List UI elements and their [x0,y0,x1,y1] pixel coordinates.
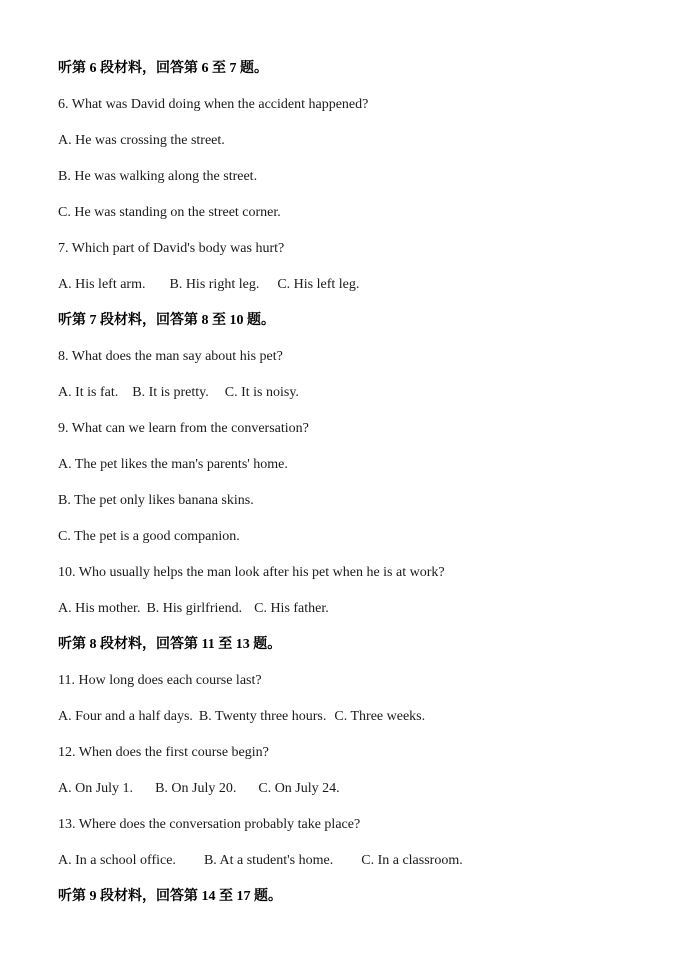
option-c: C. His left leg. [277,277,360,292]
option-a: A. His left arm. [58,277,146,292]
option-b: B. Twenty three hours. [198,709,327,724]
section-heading: 听第 7 段材料，回答第 8 至 10 题。 [58,313,275,328]
question-stem: 10. Who usually helps the man look after his pet when he is at work? [58,565,445,580]
option-c: C. Three weeks. [334,709,426,724]
options-row [58,275,359,295]
option-line: A. The pet likes the man's parents' home. [58,457,288,472]
section-heading: 听第 6 段材料，回答第 6 至 7 题。 [58,61,268,76]
option-b: B. His girlfriend. [146,601,243,616]
options-row [58,383,299,403]
option-b: B. It is pretty. [132,385,209,400]
options-row [58,851,463,871]
question-stem: 6. What was David doing when the accident happened? [58,97,369,112]
options-row [58,707,425,727]
option-a: A. On July 1. [58,781,134,796]
option-line: B. He was walking along the street. [58,169,258,184]
option-b: B. On July 20. [155,781,237,796]
question-stem: 9. What can we learn from the conversation? [58,421,309,436]
option-line: B. The pet only likes banana skins. [58,493,254,508]
option-a: A. Four and a half days. [58,709,193,724]
option-a: A. In a school office. [58,853,176,868]
option-c: C. It is noisy. [224,385,299,400]
option-a: A. It is fat. [58,385,119,400]
option-c: C. His father. [254,601,329,616]
question-stem: 8. What does the man say about his pet? [58,349,283,364]
option-a: A. His mother. [58,601,141,616]
option-c: C. On July 24. [258,781,340,796]
option-line: C. He was standing on the street corner. [58,205,281,220]
section-heading: 听第 9 段材料，回答第 14 至 17 题。 [58,889,282,904]
section-heading: 听第 8 段材料，回答第 11 至 13 题。 [58,637,282,652]
question-stem: 13. Where does the conversation probably take place? [58,817,361,832]
option-c: C. In a classroom. [361,853,463,868]
option-b: B. His right leg. [169,277,260,292]
question-stem: 7. Which part of David's body was hurt? [58,241,285,256]
options-row [58,779,340,799]
option-b: B. At a student's home. [203,853,334,868]
option-line: A. He was crossing the street. [58,133,225,148]
option-line: C. The pet is a good companion. [58,529,240,544]
options-row [58,599,329,619]
question-stem: 12. When does the first course begin? [58,745,269,760]
question-stem: 11. How long does each course last? [58,673,262,688]
